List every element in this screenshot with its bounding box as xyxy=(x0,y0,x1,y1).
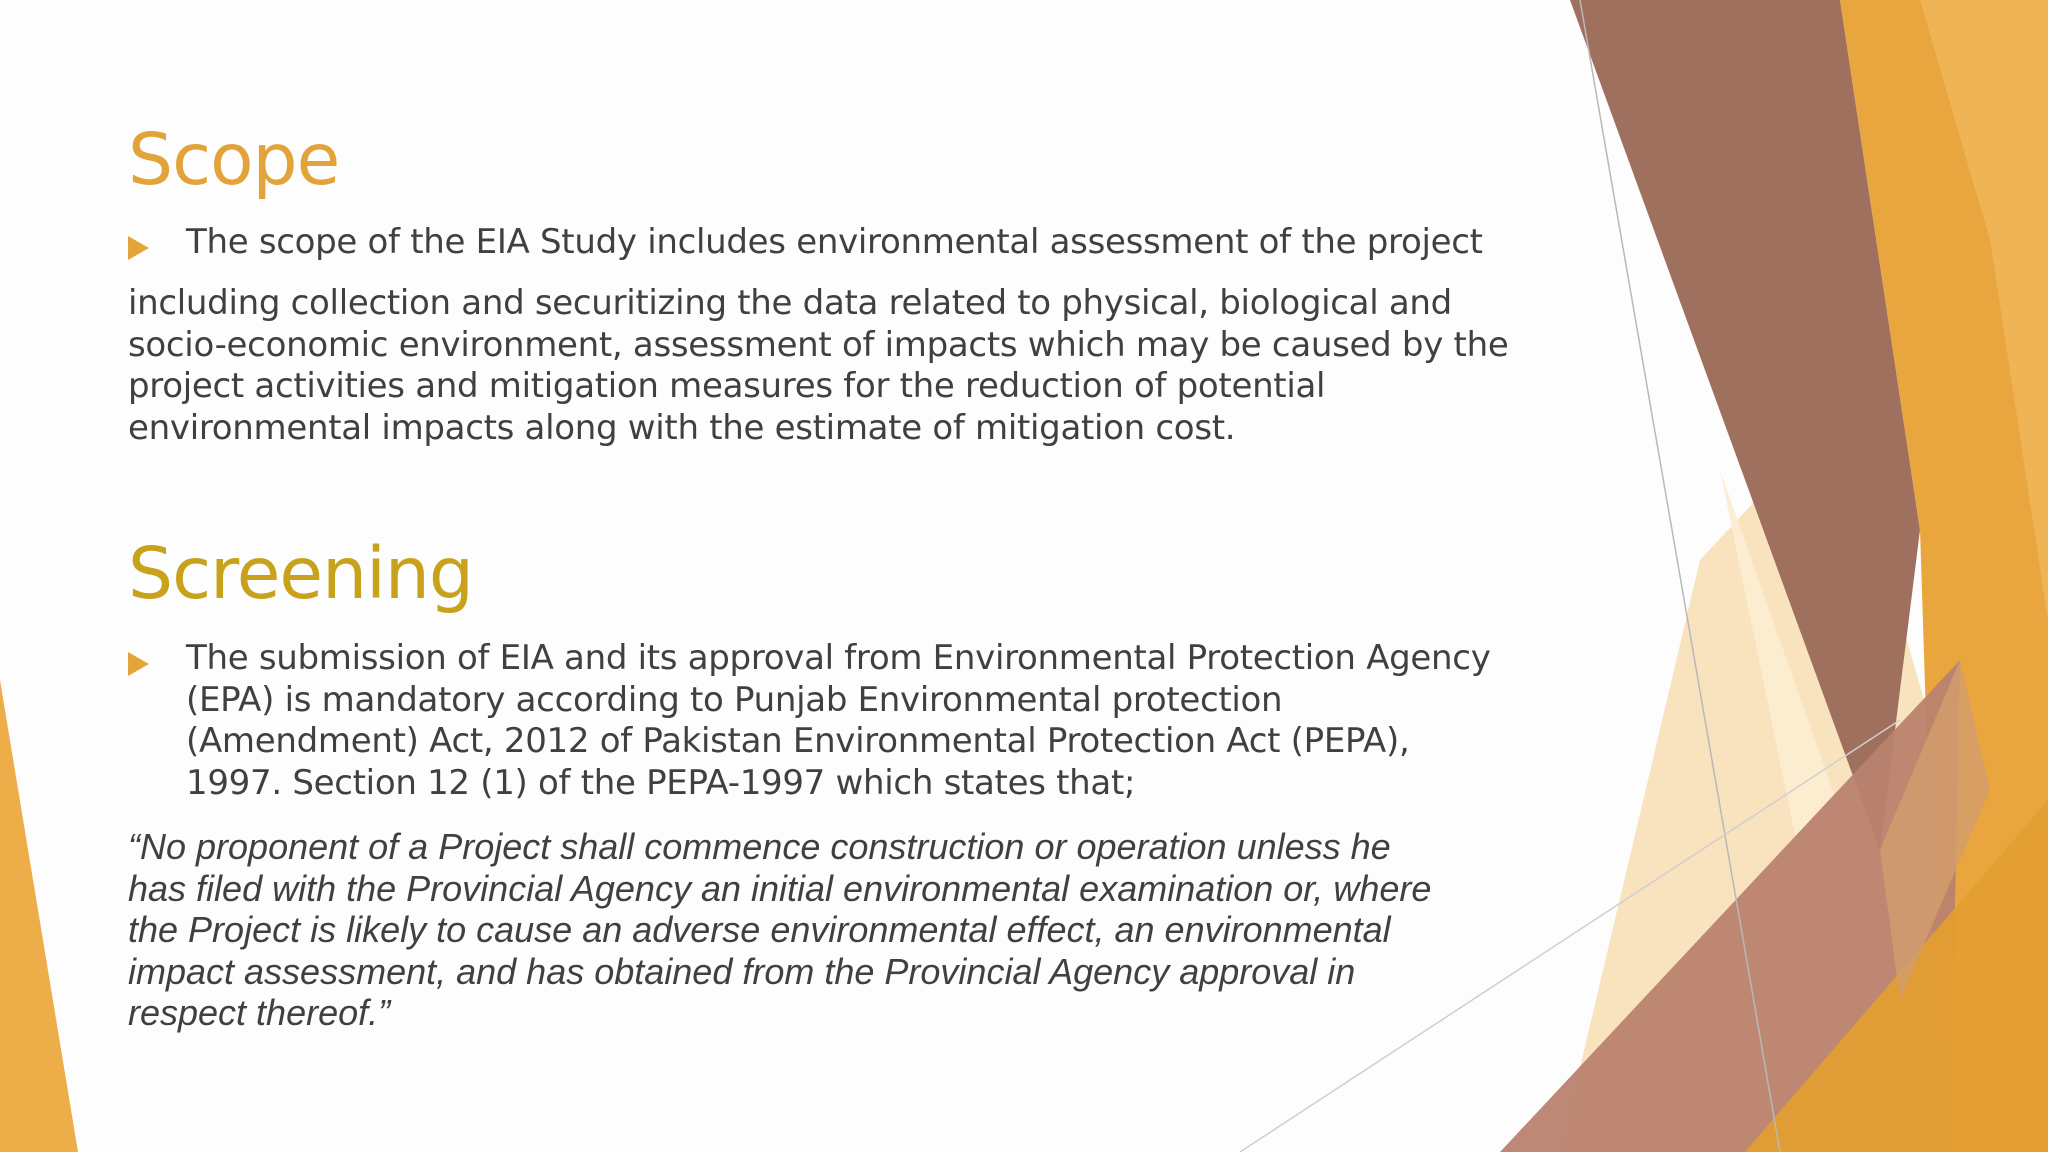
screening-bullet-line: The submission of EIA and its approval from Environmental Protection Agency xyxy=(186,638,1491,678)
scope-heading: Scope xyxy=(128,118,340,201)
scope-line: socio-economic environment, assessment of impacts which may be caused by the xyxy=(128,324,1509,365)
screening-heading: Screening xyxy=(128,532,473,615)
decor-left-sliver xyxy=(0,680,78,1152)
scope-paragraph xyxy=(128,283,1568,449)
quote-line: respect thereof.” xyxy=(128,992,391,1033)
quote-line: impact assessment, and has obtained from the Provincial Agency approval in xyxy=(128,950,1356,992)
scope-line: including collection and securitizing the data related to physical, biological and xyxy=(128,283,1452,323)
screening-bullet-line: (Amendment) Act, 2012 of Pakistan Environmental Protection Act (PEPA), xyxy=(186,721,1410,761)
quote-line: has filed with the Provincial Agency an initial environmental examination or, where xyxy=(128,867,1432,909)
quote-line: the Project is likely to cause an adverse environmental effect, an environmental xyxy=(128,909,1391,950)
screening-bullet-row xyxy=(128,638,1568,804)
triangle-bullet-icon xyxy=(128,236,149,260)
screening-bullet-line: (EPA) is mandatory according to Punjab Environmental protection xyxy=(186,679,1283,720)
scope-bullet-row xyxy=(128,222,1568,264)
scope-line: project activities and mitigation measures for the reduction of potential xyxy=(128,366,1326,406)
screening-bullet-text xyxy=(186,638,1491,804)
pepa-quote xyxy=(128,826,1568,1034)
screening-bullet-line: 1997. Section 12 (1) of the PEPA-1997 which states that; xyxy=(186,762,1136,803)
quote-line: “No proponent of a Project shall commence construction or operation unless he xyxy=(128,826,1391,867)
triangle-bullet-icon xyxy=(128,652,149,676)
scope-line: environmental impacts along with the estimate of mitigation cost. xyxy=(128,407,1236,448)
scope-bullet-text: The scope of the EIA Study includes environmental assessment of the project xyxy=(186,222,1483,262)
